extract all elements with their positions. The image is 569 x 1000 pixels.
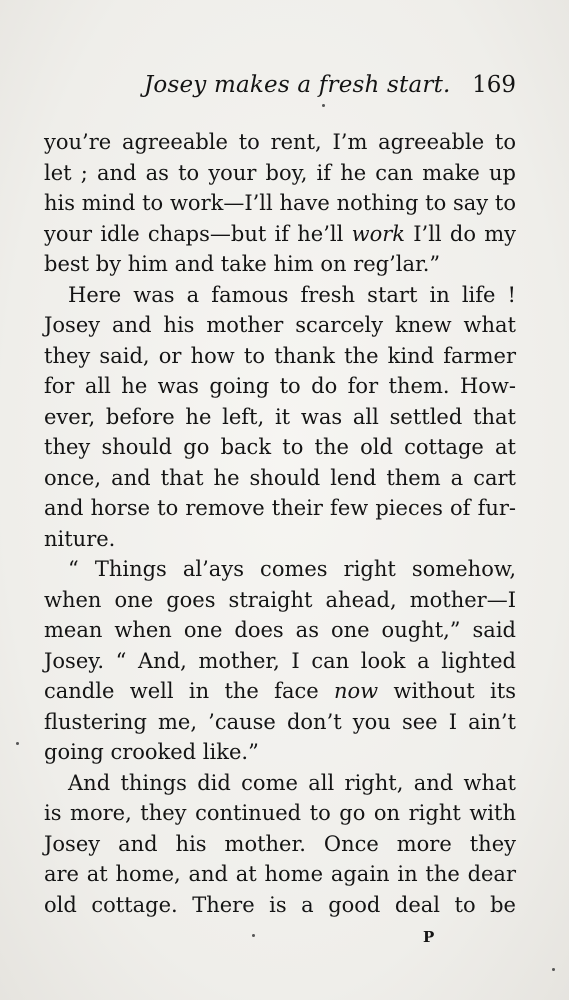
text-line: are at home, and at home again in the dear xyxy=(44,862,516,886)
ink-speck xyxy=(552,968,555,971)
text-line: And things did come all right, and what xyxy=(68,770,516,795)
text-line: once, and that he should lend them a cart xyxy=(44,465,516,490)
text-line: old cottage. There is a good deal to be xyxy=(44,892,516,917)
text-line: they should go back to the old cottage at xyxy=(44,435,516,459)
text-line: candle well in the face now without its xyxy=(44,679,516,703)
text-line: ever, before he left, it was all settled that xyxy=(44,404,516,429)
text-line: his mind to work—I’ll have nothing to say to xyxy=(44,191,516,215)
text-line: “ Things al’ays comes right somehow, xyxy=(68,557,516,581)
text-line: you’re agreeable to rent, I’m agreeable to xyxy=(44,130,516,154)
text-line: Josey. “ And, mother, I can look a lighted xyxy=(44,648,516,673)
text-line: Josey and his mother. Once more they xyxy=(44,831,516,856)
signature-mark: P xyxy=(423,928,435,946)
page-number: 169 xyxy=(472,72,516,98)
text-line: for all he was going to do for them. How- xyxy=(44,374,516,398)
text-line: when one goes straight ahead, mother—I xyxy=(44,587,516,612)
text-line: and horse to remove their few pieces of fur- xyxy=(44,496,516,520)
page-header xyxy=(44,72,516,106)
text-line: niture. xyxy=(44,526,116,551)
text-line: mean when one does as one ought,” said xyxy=(44,618,516,642)
ink-speck xyxy=(16,742,19,745)
text-line: they said, or how to thank the kind farmer xyxy=(44,343,516,368)
emphasis-now: now xyxy=(333,679,379,703)
text-line: flustering me, ’cause don’t you see I ain’t xyxy=(44,709,516,734)
text-line: let ; and as to your boy, if he can make up xyxy=(44,160,516,185)
text-line: your idle chaps—but if he’ll work I’ll do my xyxy=(44,221,516,246)
text-line: best by him and take him on reg’lar.” xyxy=(44,252,441,276)
text-line: Josey and his mother scarcely knew what xyxy=(44,313,516,337)
body-text xyxy=(44,127,516,920)
emphasis-work: work xyxy=(351,221,405,246)
ink-speck xyxy=(252,934,255,937)
running-title: Josey makes a fresh start. xyxy=(144,72,451,98)
ink-speck xyxy=(322,104,325,107)
text-line: is more, they continued to go on right with xyxy=(44,801,516,825)
text-line: Here was a famous fresh start in life ! xyxy=(68,282,516,307)
text-line: going crooked like.” xyxy=(44,740,259,764)
